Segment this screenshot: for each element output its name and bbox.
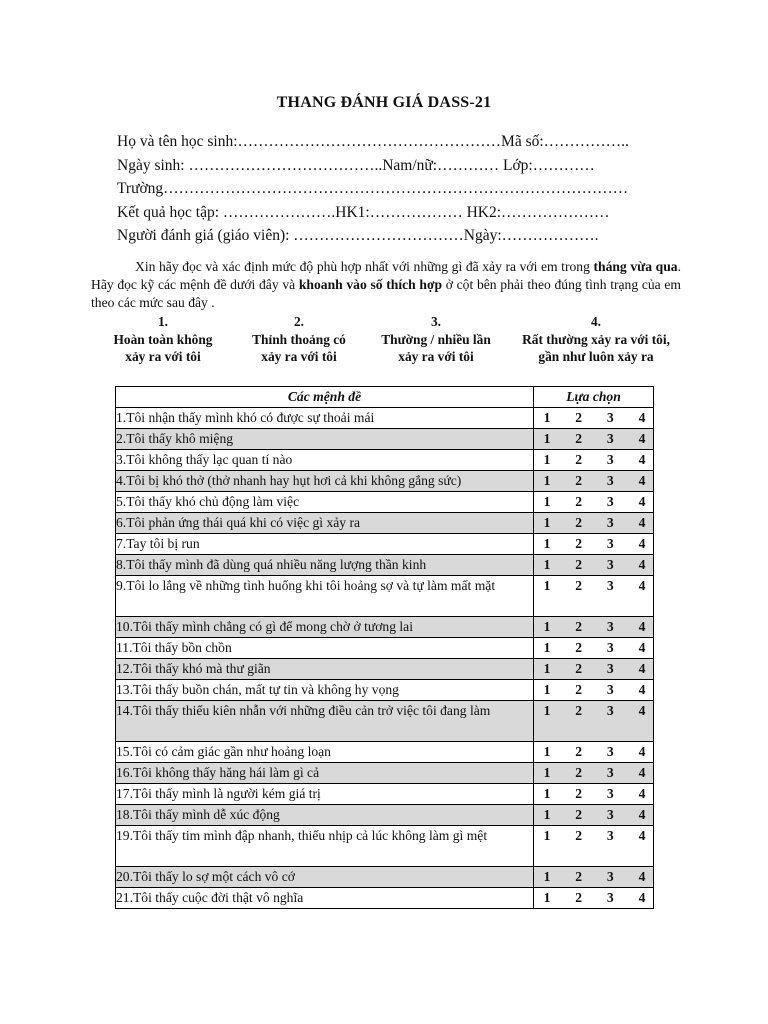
choice-cell — [534, 471, 654, 492]
choice-option-4[interactable]: 4 — [638, 431, 646, 446]
choice-cell — [534, 701, 654, 742]
choice-option-1[interactable]: 1 — [543, 515, 551, 530]
statement-text: 1.Tôi nhận thấy mình khó có được sự thoải mái — [116, 408, 534, 429]
choice-cell — [534, 617, 654, 638]
info-line-results: Kết quả học tập: ………………….HK1:……………… HK2:………………… — [117, 203, 610, 221]
info-line-school: Trường……………………………………………………………………………… — [117, 180, 629, 197]
table-row — [116, 867, 654, 888]
info-line-evaluator: Người đánh giá (giáo viên): ……………………………Ngày:………………. — [117, 227, 599, 244]
statement-text: 5.Tôi thấy khó chủ động làm việc — [116, 492, 534, 513]
choice-option-3[interactable]: 3 — [606, 786, 614, 801]
choice-option-2[interactable]: 2 — [575, 536, 583, 551]
choice-option-3[interactable]: 3 — [606, 890, 614, 905]
statement-text: 14.Tôi thấy thiếu kiên nhẫn với những điều cản trở việc tôi đang làm — [116, 701, 534, 742]
choice-option-1[interactable]: 1 — [543, 807, 551, 822]
choice-option-4[interactable]: 4 — [638, 578, 646, 593]
table-row — [116, 805, 654, 826]
choice-option-3[interactable]: 3 — [606, 682, 614, 697]
choice-option-3[interactable]: 3 — [606, 640, 614, 655]
choice-option-4[interactable]: 4 — [638, 473, 646, 488]
choice-option-1[interactable]: 1 — [543, 661, 551, 676]
choice-option-1[interactable]: 1 — [543, 410, 551, 425]
statements-table — [115, 386, 654, 909]
choice-option-3[interactable]: 3 — [606, 619, 614, 634]
choice-option-4[interactable]: 4 — [638, 410, 646, 425]
choice-option-1[interactable]: 1 — [543, 703, 551, 718]
response-scale — [95, 313, 695, 367]
choice-option-2[interactable]: 2 — [575, 682, 583, 697]
table-row — [116, 534, 654, 555]
table-row — [116, 471, 654, 492]
table-row — [116, 513, 654, 534]
choice-option-2[interactable]: 2 — [575, 410, 583, 425]
choice-option-3[interactable]: 3 — [606, 744, 614, 759]
choice-cell — [534, 888, 654, 909]
choice-option-1[interactable]: 1 — [543, 869, 551, 884]
table-row — [116, 429, 654, 450]
choice-option-3[interactable]: 3 — [606, 807, 614, 822]
choice-option-3[interactable]: 3 — [606, 869, 614, 884]
table-row — [116, 492, 654, 513]
table-row — [116, 784, 654, 805]
choice-option-4[interactable]: 4 — [638, 452, 646, 467]
choice-option-2[interactable]: 2 — [575, 703, 583, 718]
choice-option-3[interactable]: 3 — [606, 410, 614, 425]
statement-text: 2.Tôi thấy khô miệng — [116, 429, 534, 450]
intro-bold-2: khoanh vào số thích hợp — [298, 277, 443, 292]
choice-option-4[interactable]: 4 — [638, 765, 646, 780]
scale-option-1: 1. Hoàn toàn không xảy ra với tôi — [113, 314, 213, 364]
choice-option-4[interactable]: 4 — [638, 744, 646, 759]
choice-option-4[interactable]: 4 — [638, 494, 646, 509]
choice-option-2[interactable]: 2 — [575, 557, 583, 572]
choice-option-2[interactable]: 2 — [575, 661, 583, 676]
choice-option-2[interactable]: 2 — [575, 890, 583, 905]
choice-option-3[interactable]: 3 — [606, 494, 614, 509]
choice-option-2[interactable]: 2 — [575, 452, 583, 467]
choice-option-3[interactable]: 3 — [606, 536, 614, 551]
choice-option-2[interactable]: 2 — [575, 473, 583, 488]
choice-option-1[interactable]: 1 — [543, 682, 551, 697]
choice-option-2[interactable]: 2 — [575, 786, 583, 801]
choice-cell — [534, 450, 654, 471]
statement-text: 10.Tôi thấy mình chẳng có gì để mong chờ ở tương lai — [116, 617, 534, 638]
choice-option-1[interactable]: 1 — [543, 536, 551, 551]
statement-text: 11.Tôi thấy bồn chồn — [116, 638, 534, 659]
info-line-birth: Ngày sinh: ………………………………..Nam/nữ:………… Lớp:………… — [117, 156, 595, 174]
choice-cell — [534, 826, 654, 867]
statement-text: 13.Tôi thấy buồn chán, mất tự tin và không hy vọng — [116, 680, 534, 701]
choice-option-3[interactable]: 3 — [606, 703, 614, 718]
table-row — [116, 638, 654, 659]
choice-cell — [534, 763, 654, 784]
choice-option-2[interactable]: 2 — [575, 828, 583, 843]
choice-option-2[interactable]: 2 — [575, 807, 583, 822]
choice-option-1[interactable]: 1 — [543, 431, 551, 446]
scale-option-4: 4. Rất thường xảy ra với tôi, gần như luôn xảy ra — [522, 314, 670, 364]
choice-option-4[interactable]: 4 — [638, 661, 646, 676]
choice-option-1[interactable]: 1 — [543, 744, 551, 759]
choice-option-2[interactable]: 2 — [575, 494, 583, 509]
table-row — [116, 408, 654, 429]
table-row — [116, 763, 654, 784]
choice-option-4[interactable]: 4 — [638, 619, 646, 634]
choice-option-4[interactable]: 4 — [638, 703, 646, 718]
choice-cell — [534, 638, 654, 659]
choice-cell — [534, 513, 654, 534]
table-row — [116, 680, 654, 701]
statement-text: 8.Tôi thấy mình đã dùng quá nhiều năng lượng thần kinh — [116, 555, 534, 576]
choice-option-2[interactable]: 2 — [575, 431, 583, 446]
statement-text: 7.Tay tôi bị run — [116, 534, 534, 555]
choice-option-3[interactable]: 3 — [606, 452, 614, 467]
choice-option-4[interactable]: 4 — [638, 869, 646, 884]
choice-option-4[interactable]: 4 — [638, 515, 646, 530]
choice-cell — [534, 742, 654, 763]
choice-option-4[interactable]: 4 — [638, 807, 646, 822]
choice-option-1[interactable]: 1 — [543, 640, 551, 655]
choice-option-2[interactable]: 2 — [575, 640, 583, 655]
intro-bold-1: tháng vừa qua — [593, 259, 678, 274]
choice-option-3[interactable]: 3 — [606, 765, 614, 780]
choice-option-1[interactable]: 1 — [543, 473, 551, 488]
choice-option-4[interactable]: 4 — [638, 828, 646, 843]
statement-text: 3.Tôi không thấy lạc quan tí nào — [116, 450, 534, 471]
intro-text-1: Xin hãy đọc và xác định mức độ phù hợp nhất với những gì đã xảy ra với em trong — [135, 259, 594, 274]
choice-cell — [534, 534, 654, 555]
table-row — [116, 576, 654, 617]
choice-option-4[interactable]: 4 — [638, 536, 646, 551]
choice-option-4[interactable]: 4 — [638, 640, 646, 655]
choice-cell — [534, 805, 654, 826]
table-row — [116, 742, 654, 763]
table-row — [116, 617, 654, 638]
table-row — [116, 659, 654, 680]
student-info-block — [117, 130, 657, 248]
instructions-paragraph — [91, 258, 681, 312]
choice-option-1[interactable]: 1 — [543, 494, 551, 509]
table-row — [116, 701, 654, 742]
info-line-name: Họ và tên học sinh:……………………………………………Mã số:…………….. — [117, 133, 629, 150]
choice-option-3[interactable]: 3 — [606, 473, 614, 488]
choice-option-1[interactable]: 1 — [543, 557, 551, 572]
statement-text: 15.Tôi có cảm giác gần như hoảng loạn — [116, 742, 534, 763]
choice-option-2[interactable]: 2 — [575, 869, 583, 884]
choice-option-1[interactable]: 1 — [543, 619, 551, 634]
statement-text: 20.Tôi thấy lo sợ một cách vô cớ — [116, 867, 534, 888]
table-row — [116, 450, 654, 471]
statement-text: 16.Tôi không thấy hăng hái làm gì cả — [116, 763, 534, 784]
statement-text: 18.Tôi thấy mình dễ xúc động — [116, 805, 534, 826]
choice-option-4[interactable]: 4 — [638, 557, 646, 572]
statement-text: 19.Tôi thấy tim mình đập nhanh, thiếu nhịp cả lúc không làm gì mệt — [116, 826, 534, 867]
table-row — [116, 888, 654, 909]
choice-option-2[interactable]: 2 — [575, 765, 583, 780]
choice-option-3[interactable]: 3 — [606, 578, 614, 593]
choice-cell — [534, 576, 654, 617]
statement-text: 21.Tôi thấy cuộc đời thật vô nghĩa — [116, 888, 534, 909]
table-row — [116, 826, 654, 867]
scale-option-3: 3. Thường / nhiều lần xảy ra với tôi — [381, 314, 491, 364]
header-statements: Các mệnh đề — [116, 387, 534, 408]
statement-text: 4.Tôi bị khó thở (thở nhanh hay hụt hơi cả khi không gắng sức) — [116, 471, 534, 492]
choice-option-2[interactable]: 2 — [575, 744, 583, 759]
choice-option-1[interactable]: 1 — [543, 786, 551, 801]
choice-cell — [534, 429, 654, 450]
choice-option-2[interactable]: 2 — [575, 515, 583, 530]
choice-cell — [534, 867, 654, 888]
choice-cell — [534, 492, 654, 513]
statement-text: 17.Tôi thấy mình là người kém giá trị — [116, 784, 534, 805]
choice-cell — [534, 680, 654, 701]
choice-option-4[interactable]: 4 — [638, 682, 646, 697]
choice-option-1[interactable]: 1 — [543, 578, 551, 593]
table-row — [116, 555, 654, 576]
choice-option-3[interactable]: 3 — [606, 515, 614, 530]
choice-cell — [534, 408, 654, 429]
statements-body — [116, 408, 654, 909]
header-choice: Lựa chọn — [534, 387, 654, 408]
choice-option-2[interactable]: 2 — [575, 619, 583, 634]
choice-option-1[interactable]: 1 — [543, 452, 551, 467]
intro-text-3: ở cột bên phải theo đúng tình trạng của em theo các mức sau đây . — [91, 277, 681, 310]
choice-option-2[interactable]: 2 — [575, 578, 583, 593]
choice-option-3[interactable]: 3 — [606, 557, 614, 572]
choice-option-3[interactable]: 3 — [606, 661, 614, 676]
choice-option-1[interactable]: 1 — [543, 890, 551, 905]
choice-cell — [534, 555, 654, 576]
intro-text-2: . Hãy đọc kỹ các mệnh đề dưới đây và — [91, 259, 681, 292]
document-title: THANG ĐÁNH GIÁ DASS-21 — [276, 94, 492, 111]
choice-option-1[interactable]: 1 — [543, 765, 551, 780]
statement-text: 12.Tôi thấy khó mà thư giãn — [116, 659, 534, 680]
table-header-row — [116, 387, 654, 408]
choice-cell — [534, 659, 654, 680]
choice-cell — [534, 784, 654, 805]
choice-option-3[interactable]: 3 — [606, 431, 614, 446]
scale-option-2: 2. Thỉnh thoảng có xảy ra với tôi — [252, 314, 346, 364]
choice-option-4[interactable]: 4 — [638, 786, 646, 801]
choice-option-1[interactable]: 1 — [543, 828, 551, 843]
choice-option-3[interactable]: 3 — [606, 828, 614, 843]
choice-option-4[interactable]: 4 — [638, 890, 646, 905]
statement-text: 6.Tôi phản ứng thái quá khi có việc gì xảy ra — [116, 513, 534, 534]
statement-text: 9.Tôi lo lắng về những tình huống khi tôi hoảng sợ và tự làm mất mặt — [116, 576, 534, 617]
